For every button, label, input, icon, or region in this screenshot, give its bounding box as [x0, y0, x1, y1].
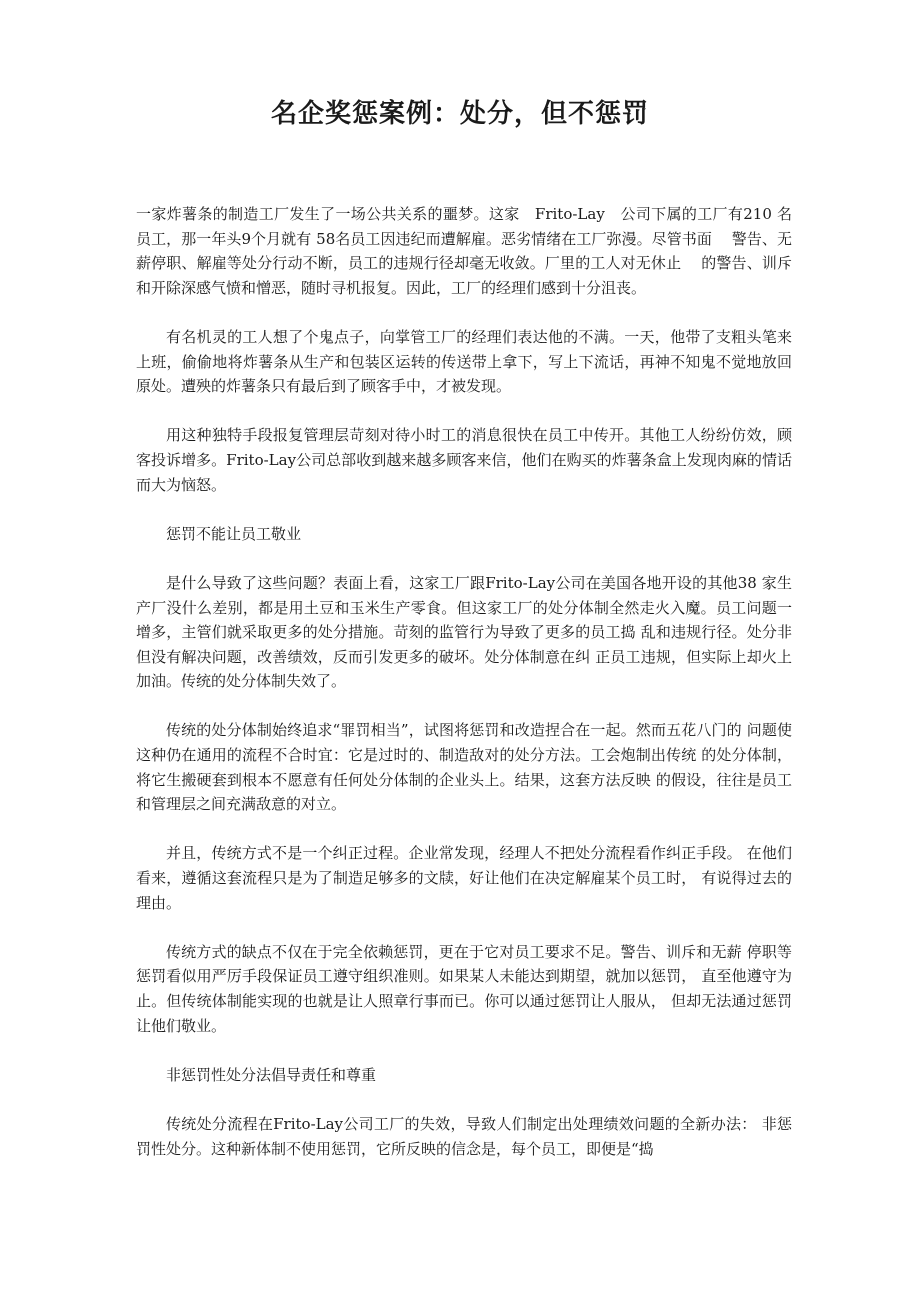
paragraph-not-corrective: 并且，传统方式不是一个纠正过程。企业常发现，经理人不把处分流程看作纠正手段。 在他们看来，遵循这套流程只是为了制造足够多的文牍，好让他们在决定解雇某个员工时， 有说得过去的理由。 [136, 844, 792, 912]
section-heading-nonpunitive: 非惩罚性处分法倡导责任和尊重 [166, 1065, 377, 1084]
document-title: 名企奖惩案例：处分，但不惩罚 [270, 99, 649, 129]
document-body [136, 202, 792, 1186]
paragraph-traditional: 传统的处分体制始终追求“罪罚相当”，试图将惩罚和改造捏合在一起。然而五花八门的 问题使这种仍在通用的流程不合时宜：它是过时的、制造敌对的处分方法。工会炮制出传统 的处分体制，将它生搬硬套到根本不愿意有任何处分体制的企业头上。结果，这套方法反映 的假设，往往是员工和管理层之间充满敌意的对立。 [136, 721, 792, 814]
section-heading-punishment: 惩罚不能让员工敬业 [166, 524, 302, 543]
paragraph-intro: 一家炸薯条的制造工厂发生了一场公共关系的噩梦。这家 Frito-Lay 公司下属的工厂有210 名员工，那一年头9个月就有 58名员工因违纪而遭解雇。恶劣情绪在工厂弥漫。尽管书面 警告、无薪停职、解雇等处分行动不断，员工的违规行径却毫无收敛。厂里的工人对无休止 的警告、训斥和开除深感气愤和憎恶，随时寻机报复。因此，工厂的经理们感到十分沮丧。 [136, 205, 792, 297]
paragraph-shortcomings: 传统方式的缺点不仅在于完全依赖惩罚，更在于它对员工要求不足。警告、训斥和无薪 停职等惩罚看似用严厉手段保证员工遵守组织准则。如果某人未能达到期望，就加以惩罚， 直至他遵守为止。但传统体制能实现的也就是让人照章行事而已。你可以通过惩罚让人服从， 但却无法通过惩罚让他们敬业。 [136, 942, 792, 1035]
paragraph-new-method: 传统处分流程在Frito-Lay公司工厂的失效，导致人们制定出处理绩效问题的全新办法： 非惩罚性处分。这种新体制不使用惩罚，它所反映的信念是，每个员工，即便是“捣 [136, 1114, 792, 1158]
paragraph-prank: 有名机灵的工人想了个鬼点子，向掌管工厂的经理们表达他的不满。一天，他带了支粗头笔来上班，偷偷地将炸薯条从生产和包装区运转的传送带上拿下，写上下流话，再神不知鬼不觉地放回原处。遭殃的炸薯条只有最后到了顾客手中，才被发现。 [136, 327, 792, 396]
paragraph-spread: 用这种独特手段报复管理层苛刻对待小时工的消息很快在员工中传开。其他工人纷纷仿效，顾客投诉增多。Frito-Lay公司总部收到越来越多顾客来信，他们在购买的炸薯条盒上发现肉麻的情话而大为恼怒。 [136, 426, 792, 494]
paragraph-causes: 是什么导致了这些问题？表面上看，这家工厂跟Frito-Lay公司在美国各地开设的其他38 家生产厂没什么差别，都是用土豆和玉米生产零食。但这家工厂的处分体制全然走火入魔。员工问题一增多，主管们就采取更多的处分措施。苛刻的监管行为导致了更多的员工捣 乱和违规行径。处分非但没有解决问题，改善绩效，反而引发更多的破坏。处分体制意在纠 正员工违规，但实际上却火上加油。传统的处分体制失效了。 [136, 573, 792, 691]
